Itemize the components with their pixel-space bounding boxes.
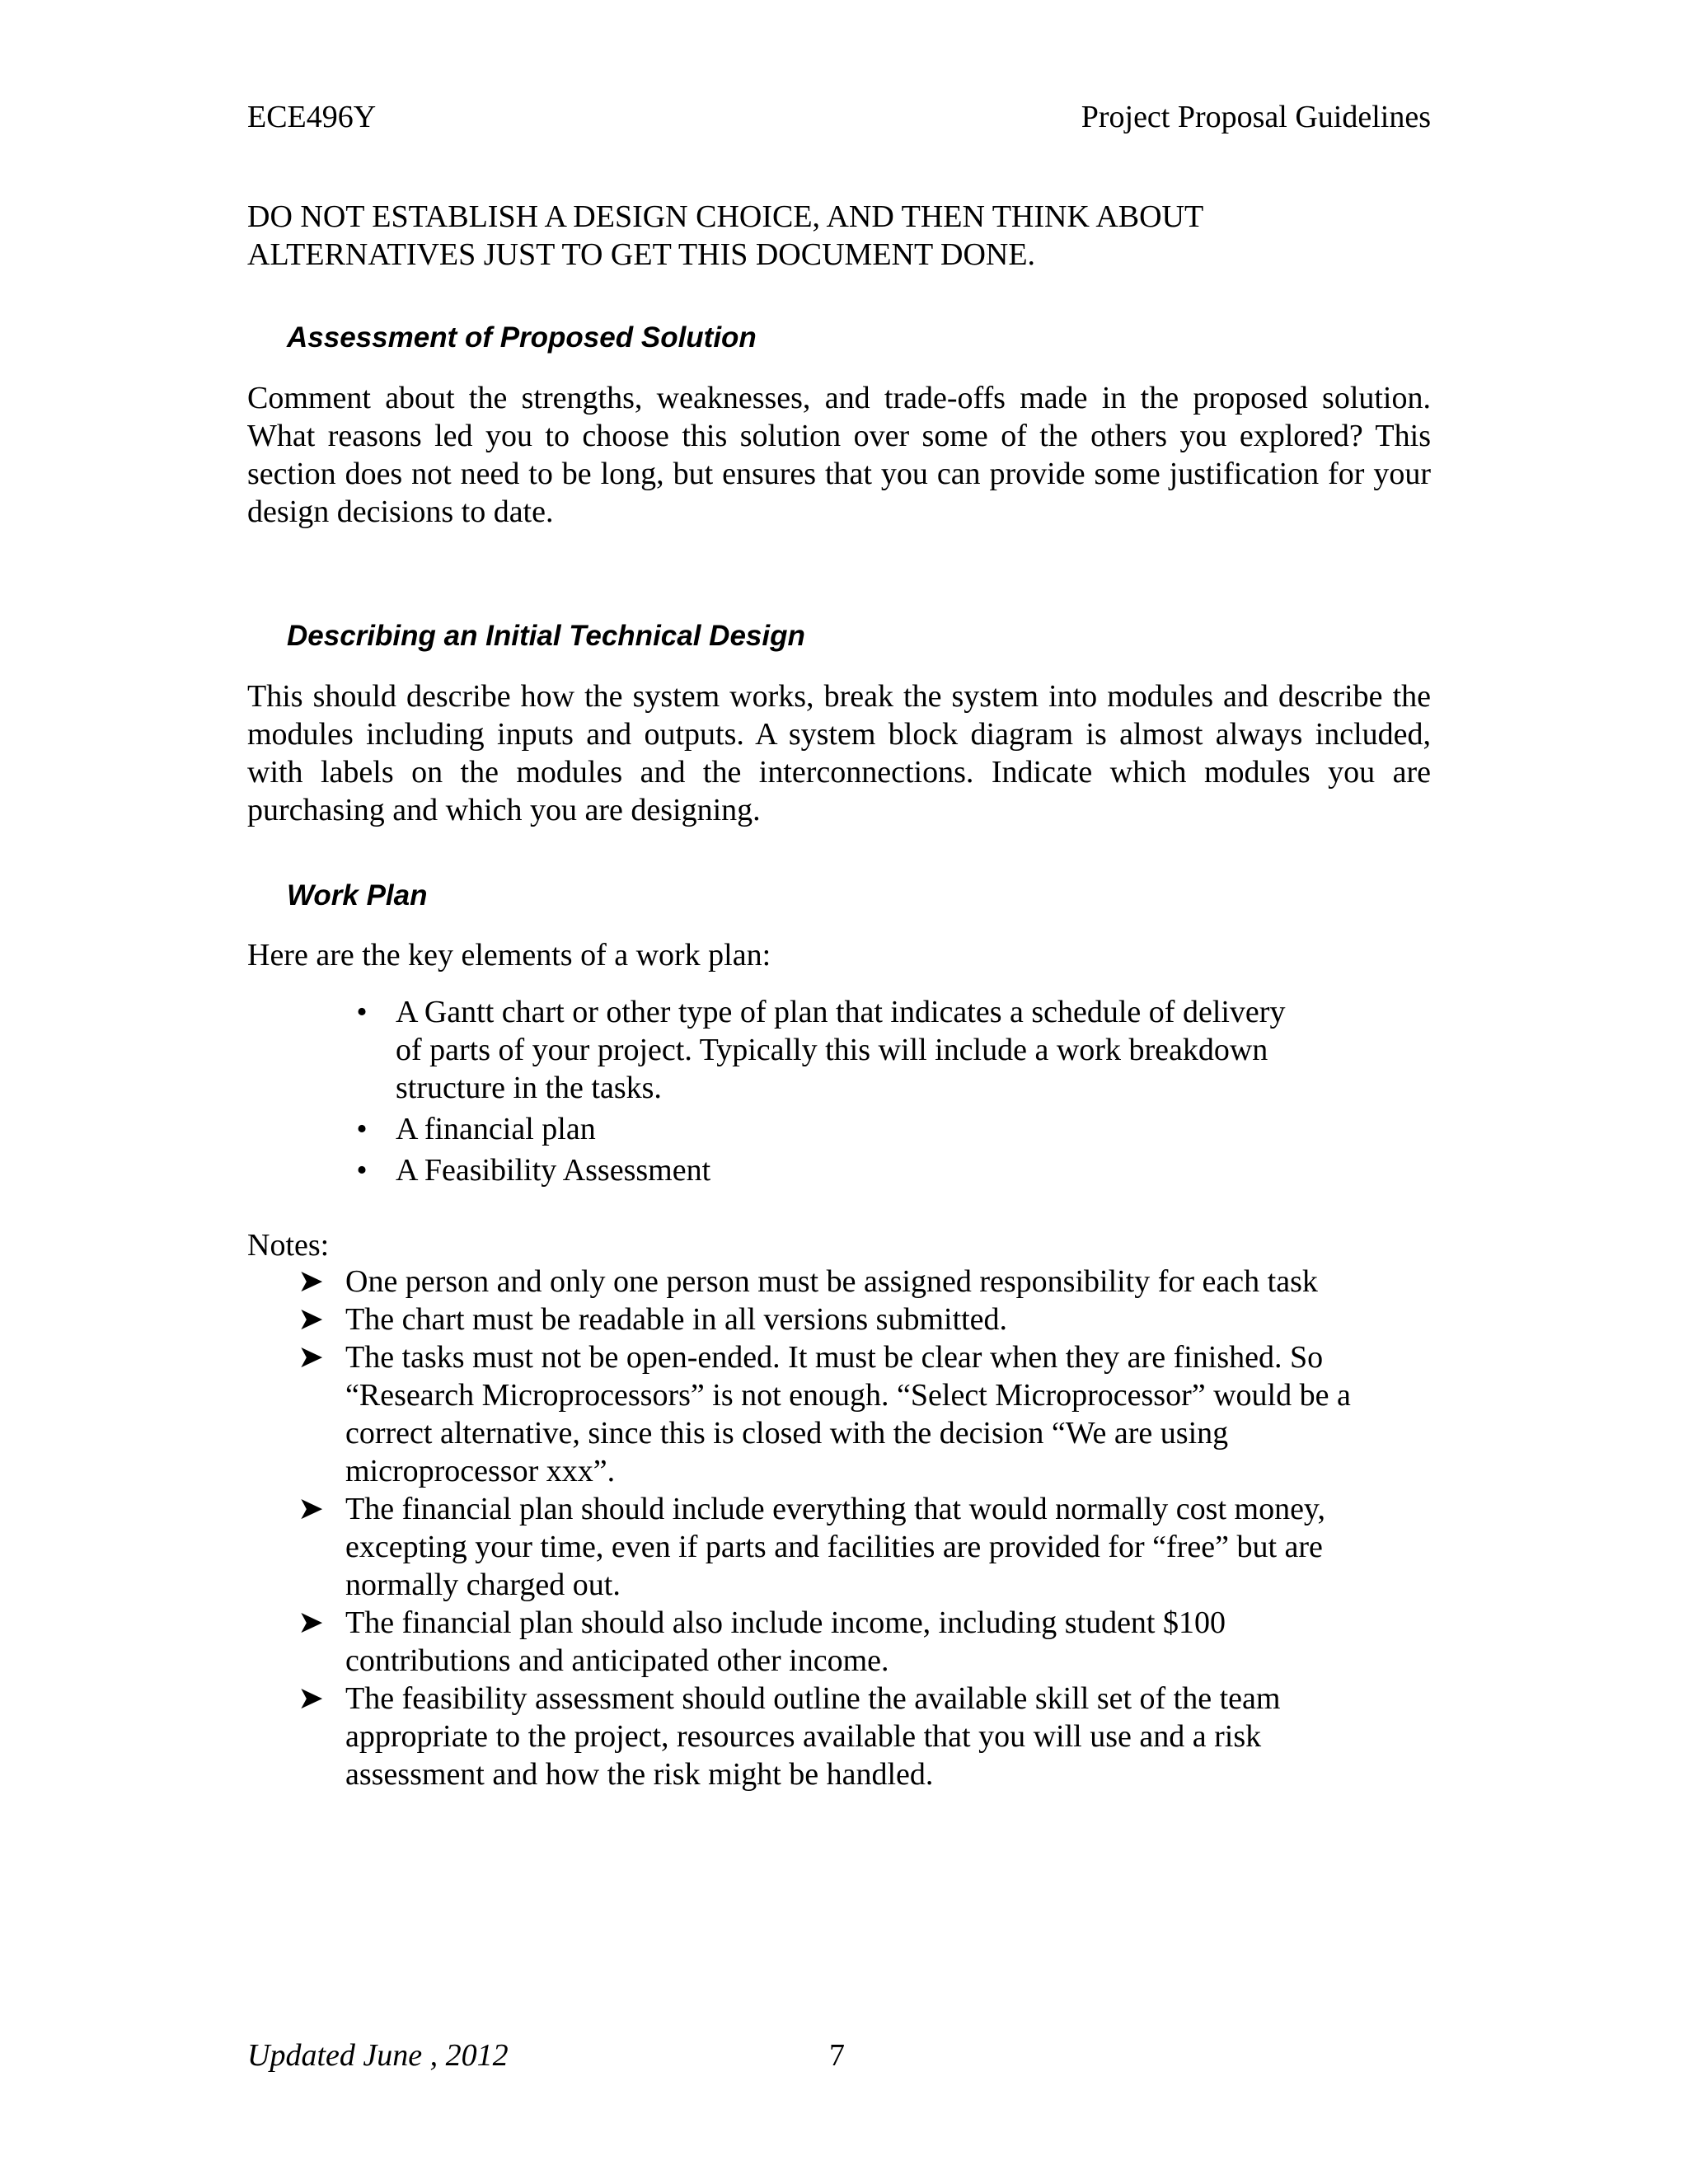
- list-item: [298, 1263, 1367, 1301]
- list-item-text: A Gantt chart or other type of plan that indicates a schedule of delivery of parts of your project. Typically this will include a work breakdown structure in the tasks.: [396, 995, 1286, 1105]
- arrow-bullet-icon: ➤: [298, 1605, 324, 1640]
- work-plan-intro: Here are the key elements of a work plan:: [247, 938, 771, 972]
- page-footer: [247, 2036, 1431, 2075]
- list-item-text: The chart must be readable in all versions submitted.: [345, 1302, 1008, 1337]
- assessment-body: Comment about the strengths, weaknesses, and trade-offs made in the proposed solution. What reasons led you to choose this solution over some of the others you explored? This section does not need to be long, but ensures that you can provide some justification for your design decisions to date.: [247, 381, 1431, 529]
- assessment-heading: Assessment of Proposed Solution: [287, 321, 757, 354]
- work-plan-bullet-list: [356, 993, 1286, 1193]
- list-item: [356, 1110, 1286, 1148]
- document-title: Project Proposal Guidelines: [1081, 100, 1431, 134]
- caps-warning-paragraph: DO NOT ESTABLISH A DESIGN CHOICE, AND THEN THINK ABOUT ALTERNATIVES JUST TO GET THIS DOCUMENT DONE.: [247, 199, 1203, 272]
- technical-design-heading: Describing an Initial Technical Design: [287, 620, 805, 652]
- notes-label: Notes:: [247, 1228, 330, 1263]
- list-item-text: The feasibility assessment should outline the available skill set of the team appropriate to the project, resources available that you will use and a risk assessment and how the risk might be handled.: [345, 1681, 1281, 1792]
- technical-design-body: This should describe how the system works, break the system into modules and describe the modules including inputs and outputs. A system block diagram is almost always included, with labels on the modules and the interconnections. Indicate which modules you are purchasing and which you are designing.: [247, 679, 1431, 827]
- work-plan-heading: Work Plan: [287, 879, 428, 912]
- bullet-dot-icon: •: [356, 1153, 368, 1188]
- notes-list: [298, 1263, 1367, 1793]
- arrow-bullet-icon: ➤: [298, 1492, 324, 1526]
- list-item: [298, 1604, 1367, 1680]
- list-item-text: A Feasibility Assessment: [396, 1153, 711, 1188]
- document-page: [247, 0, 1431, 2184]
- arrow-bullet-icon: ➤: [298, 1340, 324, 1375]
- list-item: [298, 1338, 1367, 1490]
- list-item: [298, 1301, 1367, 1338]
- arrow-bullet-icon: ➤: [298, 1264, 324, 1299]
- updated-date: Updated June , 2012: [247, 2038, 509, 2073]
- list-item: [298, 1680, 1367, 1793]
- list-item-text: The financial plan should include everything that would normally cost money, excepting your time, even if parts and facilities are provided for “free” but are normally charged out.: [345, 1492, 1325, 1602]
- list-item: [298, 1490, 1367, 1604]
- list-item-text: One person and only one person must be assigned responsibility for each task: [345, 1264, 1318, 1299]
- list-item-text: The financial plan should also include income, including student $100 contributions and anticipated other income.: [345, 1605, 1226, 1678]
- list-item-text: A financial plan: [396, 1112, 596, 1146]
- bullet-dot-icon: •: [356, 995, 368, 1029]
- list-item-text: The tasks must not be open-ended. It must be clear when they are finished. So “Research Microprocessors” is not enough. “Select Microprocessor” would be a correct alternative, since this is closed with the decision “We are using microprocessor xxx”.: [345, 1340, 1351, 1488]
- list-item: [356, 993, 1286, 1107]
- bullet-dot-icon: •: [356, 1112, 368, 1146]
- arrow-bullet-icon: ➤: [298, 1302, 324, 1337]
- course-code: ECE496Y: [247, 100, 377, 134]
- arrow-bullet-icon: ➤: [298, 1681, 324, 1716]
- list-item: [356, 1151, 1286, 1189]
- page-number: 7: [829, 2038, 845, 2073]
- page-header: [247, 97, 1431, 137]
